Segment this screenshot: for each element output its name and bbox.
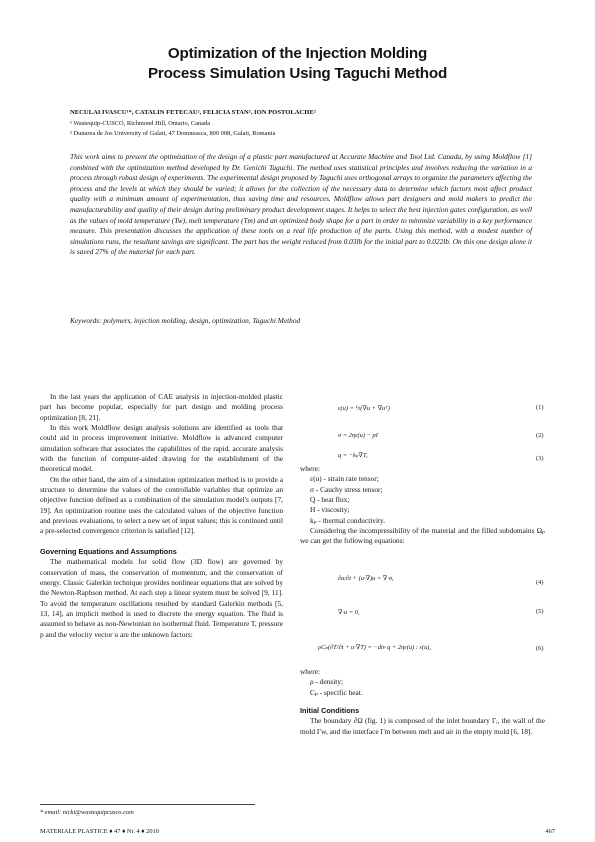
affiliation-2: ² Dunarea de Jos University of Galati, 47 Domneasca, 800 008, Galati, Romania (70, 130, 276, 137)
definition-viscosity: H - viscosity; (310, 505, 350, 515)
authors: NECULAI IVASCU¹*, CATALIN FETECAU², FELICIA STAN², ION POSTOLACHE² (70, 109, 316, 116)
title-line-2: Process Simulation Using Taguchi Method (147, 65, 448, 82)
affiliation-1: ¹ Wastequip-CUSCO, Richmond Hill, Ontario, Canada (70, 120, 211, 127)
section-heading-initial-conditions: Initial Conditions (300, 706, 360, 716)
footnote-email: * email: nicki@wastequipcusco.com (40, 809, 134, 816)
definition-heat-flux: Q - heat flux; (310, 495, 350, 505)
journal-citation: MATERIALE PLASTICE ♦ 47 ♦ Nr. 4 ♦ 2010 (40, 828, 159, 835)
right-column-lower (300, 667, 545, 737)
equation-3: q = −kₚ∇T, (338, 452, 368, 459)
definition-specific-heat: Cₚ - specific heat. (310, 687, 363, 697)
definition-strain-rate: ε(u) - strain rate tensor; (310, 474, 379, 484)
left-column (40, 392, 283, 640)
equation-6-number: (6) (536, 645, 544, 652)
section-heading-governing-equations: Governing Equations and Assumptions (40, 546, 177, 556)
where-label-1: where: (300, 464, 320, 473)
definition-stress-tensor: σ - Cauchy stress tensor; (310, 484, 383, 494)
definition-thermal-conductivity: kₚ - thermal conductivity. (310, 515, 386, 525)
intro-paragraph-1: In the last years the application of CAE analysis in injection-molded plastic part has become popular, especially for part design and molding process optimization [8, 21]. (40, 392, 283, 422)
title-line-1: Optimization of the Injection Molding (167, 45, 428, 62)
equation-2: σ = 2ηε(u) − pI (338, 432, 378, 439)
equation-4: ∂u/∂t + (u·∇)u = ∇·σ, (338, 575, 394, 582)
equation-4-number: (4) (536, 579, 544, 586)
equation-5: ∇·u = 0, (338, 609, 360, 616)
paper-title (40, 44, 555, 84)
definition-list-1 (300, 474, 545, 526)
intro-paragraph-3: On the other hand, the aim of a simulation optimization method is to provide a structure to determine the values of the controllable variables that optimize an objective function defined as a combination of the simulation model's outputs [7, 19]. An optimization routine uses the calculated values of the objective function and previous evaluations, to select a new set of input values; this is continued until a pre-selected convergence criterion is satisfied [12]. (40, 474, 283, 536)
keywords: Keywords: polymers, injection molding, design, optimization, Taguchi Method (70, 316, 301, 325)
equation-2-number: (2) (536, 432, 544, 439)
page-number: 467 (545, 828, 555, 835)
abstract-text: This work aims to present the optimization of the design of a plastic part manufactured at Accurate Machine and Tool Ltd. Canada, by using Moldflow [1] combined with the optimization method developed by Dr. Genichi Taguchi. The method uses statistical principles and involves reducing the variation in a process through robust design of experiments. The experimental design proposed by Taguchi uses orthogonal arrays to organize the parameters affecting the process and the levels at which they should be varied; it allows for the collection of the necessary data to determine which factors most affect product quality with a minimum amount of experimentation, thus saving time and resources. Moldflow allows part designers and mold makers to predict the manufacturability and quality of their design during preliminary product development stages. It helps to select the best injection gates configuration, as well as the values of mold temperature (Tw), melt temperature (Tm) and an optimized body shape for a part in order to minimize variability in a key performance measure. This presentation discusses the application of these tools on a real life production of the parts. Using this method, with a modest number of simulations runs, the resultant savings are significant. The part has the weight reduced from 0.03lb for the initial part to 0.022lb. On this one design alone it is saved 27% of the material for each part. (70, 152, 532, 257)
equation-3-number: (3) (536, 455, 544, 462)
equation-6: ρCₚ(∂T/∂t + u·∇T) = −div q + 2ηε(u) : ε(u), (318, 644, 432, 651)
definition-density: ρ - density; (310, 677, 344, 687)
where-label-2: where: (300, 667, 320, 676)
equation-1: ε(u) = ½(∇u + ∇uᵀ) (338, 405, 390, 412)
right-column-definitions (300, 464, 545, 547)
definition-list-2 (300, 677, 545, 698)
abstract (70, 152, 532, 258)
initial-conditions-paragraph: The boundary ∂Ω (fig. 1) is composed of the inlet boundary Γᵢ, the wall of the mold Γw, and the interface Γm between melt and air in the empty mold [6, 18]. (300, 716, 545, 736)
equation-1-number: (1) (536, 404, 544, 411)
equation-5-number: (5) (536, 608, 544, 615)
intro-paragraph-2: In this work Moldflow design analysis solutions are identified as tools that could aid in process improvement initiative. Moldflow is advanced computer simulation software that associates the capabilities of the rapid, accurate analysis with the function of computer-aided drawing for the establishment of the theoretical model. (40, 423, 283, 474)
footnote-divider (40, 804, 255, 805)
incompressibility-paragraph: Considering the incompressibility of the material and the filled subdomains Ωₚ we can get the following equations: (300, 526, 545, 546)
governing-paragraph: The mathematical models for solid flow (3D flow) are governed by conservation of mass, the conservation of momentum, and the conservation of energy. Classic Galerkin technique provides nonlinear equations that are solved by the Newton-Raphson method. At each step a linear system must be solved [9, 11]. To avoid the temperature oscillations resulted by standard Galerkin methods [5, 13, 14], an implicit method is used to discrete the energy equation. The fluid is assumed to behave as non-Newtonian no isothermal fluid. Temperature T, pressure p and the velocity vector u are the unknown factors: (40, 557, 283, 639)
